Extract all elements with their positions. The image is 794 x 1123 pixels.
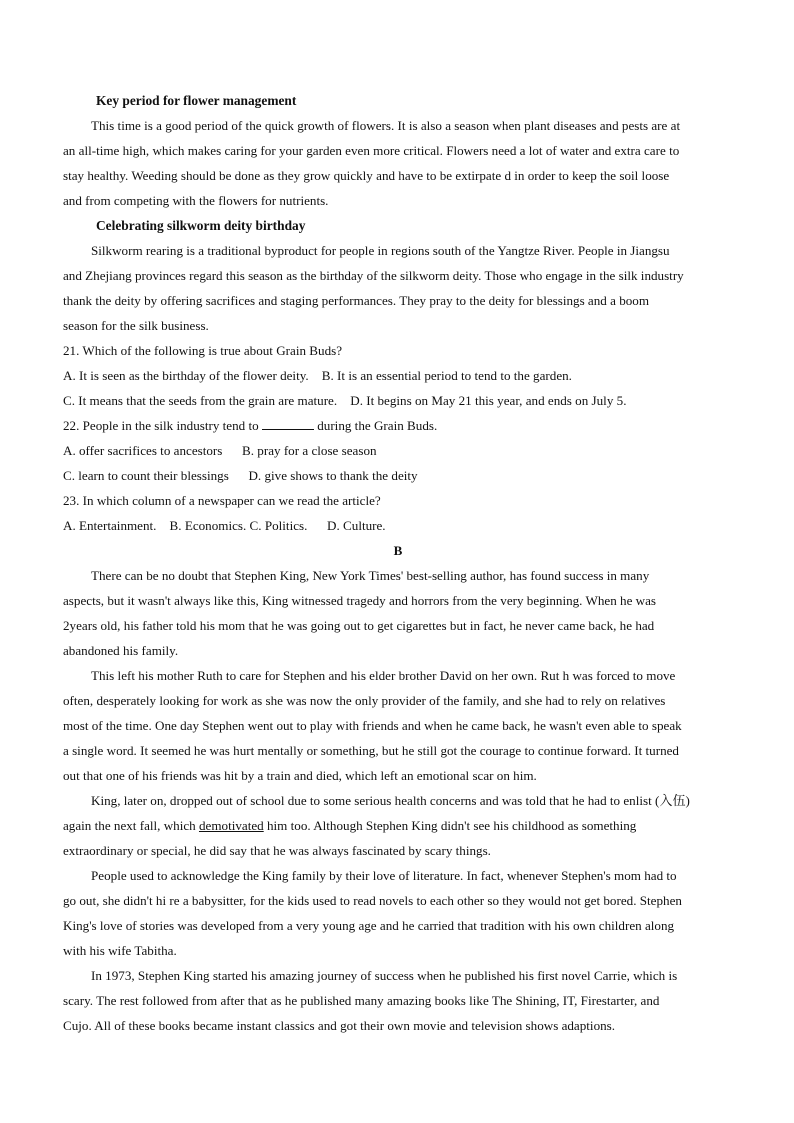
paragraph-line: thank the deity by offering sacrifices and staging performances. They pray to the deity for blessings and a boom xyxy=(63,293,650,308)
question-22-stem xyxy=(63,413,733,438)
paragraph-line: People used to acknowledge the King family by their love of literature. In fact, whenever Stephen's mom had to xyxy=(91,868,677,883)
question-21-stem: 21. Which of the following is true about Grain Buds? xyxy=(63,343,343,358)
paragraph-line: 2years old, his father told his mom that he was going out to get cigarettes but in fact, he never came back, he had xyxy=(63,618,655,633)
section-heading-silkworm: Celebrating silkworm deity birthday xyxy=(96,218,306,233)
paragraph-line: go out, she didn't hi re a babysitter, for the kids used to read novels to each other so they would not get bored. Stephen xyxy=(63,893,682,908)
paragraph-line: In 1973, Stephen King started his amazing journey of success when he published his first novel Carrie, which is xyxy=(91,968,678,983)
question-23-stem: 23. In which column of a newspaper can we read the article? xyxy=(63,493,381,508)
text-span: him too. Although Stephen King didn't see his childhood as something xyxy=(263,818,637,833)
underlined-word: demotivated xyxy=(198,818,264,833)
paragraph-line: season for the silk business. xyxy=(63,318,209,333)
paragraph-line: Silkworm rearing is a traditional byproduct for people in regions south of the Yangtze River. People in Jiangsu xyxy=(91,243,670,258)
paragraph-line: There can be no doubt that Stephen King, New York Times' best-selling author, has found success in many xyxy=(91,568,650,583)
paragraph-line: aspects, but it wasn't always like this, King witnessed tragedy and horrors from the very beginning. When he was xyxy=(63,593,657,608)
paragraph-line: often, desperately looking for work as she was now the only provider of the family, and she had to rely on relatives xyxy=(63,693,666,708)
paragraph-line: a single word. It seemed he was hurt mentally or something, but he still got the courage to continue forward. It turned xyxy=(63,743,679,758)
paragraph-line xyxy=(63,813,733,838)
paragraph-line: an all-time high, which makes caring for your garden even more critical. Flowers need a lot of water and extra care to xyxy=(63,143,680,158)
document-page xyxy=(63,88,733,1038)
paragraph-line: This time is a good period of the quick growth of flowers. It is also a season when plant diseases and pests are at xyxy=(91,118,681,133)
paragraph-line: with his wife Tabitha. xyxy=(63,943,177,958)
paragraph-line: King, later on, dropped out of school due to some serious health concerns and was told that he had to enlist (入伍) xyxy=(91,793,690,808)
question-23-options: A. Entertainment. B. Economics. C. Politics. D. Culture. xyxy=(63,518,386,533)
paragraph-line: most of the time. One day Stephen went out to play with friends and when he came back, he wasn't even able to speak xyxy=(63,718,682,733)
question-22-stem-before: 22. People in the silk industry tend to xyxy=(63,418,262,433)
question-22-stem-after: during the Grain Buds. xyxy=(313,418,438,433)
question-21-options-ab: A. It is seen as the birthday of the flower deity. B. It is an essential period to tend to the garden. xyxy=(63,368,572,383)
passage-label: B xyxy=(393,543,403,558)
paragraph-line: Cujo. All of these books became instant classics and got their own movie and television shows adaptions. xyxy=(63,1018,616,1033)
paragraph-line: scary. The rest followed from after that as he published many amazing books like The Shining, IT, Firestarter, and xyxy=(63,993,660,1008)
paragraph-line: stay healthy. Weeding should be done as they grow quickly and have to be extirpate d in order to keep the soil loose xyxy=(63,168,670,183)
question-22-options-ab: A. offer sacrifices to ancestors B. pray for a close season xyxy=(63,443,377,458)
question-21-options-cd: C. It means that the seeds from the grain are mature. D. It begins on May 21 this year, and ends on July 5. xyxy=(63,393,627,408)
paragraph-line: King's love of stories was developed from a very young age and he carried that tradition with his own children along xyxy=(63,918,675,933)
paragraph-line: out that one of his friends was hit by a train and died, which left an emotional scar on him. xyxy=(63,768,537,783)
question-22-options-cd: C. learn to count their blessings D. give shows to thank the deity xyxy=(63,468,418,483)
answer-blank xyxy=(262,417,314,430)
paragraph-line: abandoned his family. xyxy=(63,643,179,658)
paragraph-line: and Zhejiang provinces regard this season as the birthday of the silkworm deity. Those who engage in the silk industry xyxy=(63,268,684,283)
section-heading-flower: Key period for flower management xyxy=(96,93,297,108)
paragraph-line: and from competing with the flowers for nutrients. xyxy=(63,193,329,208)
paragraph-line: extraordinary or special, he did say that he was always fascinated by scary things. xyxy=(63,843,491,858)
text-span: again the next fall, which xyxy=(63,818,199,833)
paragraph-line: This left his mother Ruth to care for Stephen and his elder brother David on her own. Rut h was forced to move xyxy=(91,668,676,683)
